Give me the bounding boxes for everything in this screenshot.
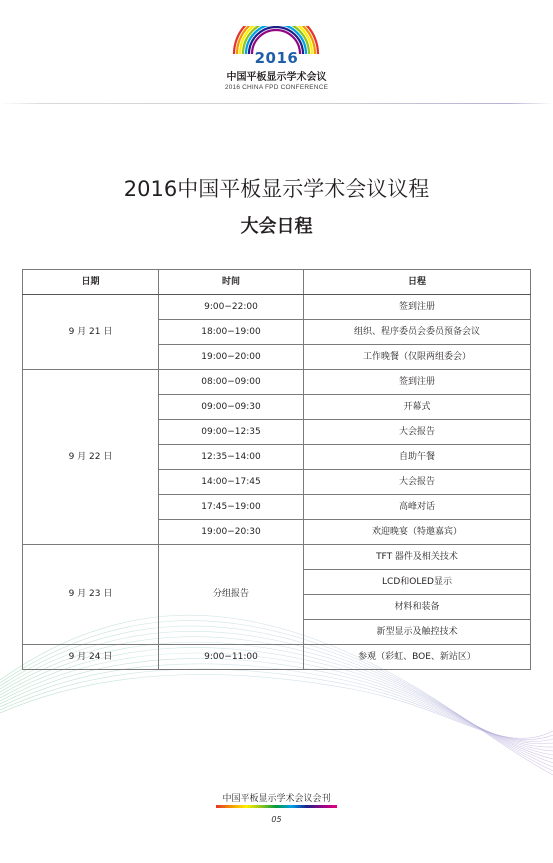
event-cell: 签到注册 <box>304 370 531 395</box>
time-cell: 08:00−09:00 <box>159 370 304 395</box>
table-row <box>23 545 531 570</box>
time-cell: 9:00−22:00 <box>159 295 304 320</box>
time-cell: 19:00−20:00 <box>159 345 304 370</box>
event-cell: 开幕式 <box>304 395 531 420</box>
event-cell: 参观（彩虹、BOE、新站区） <box>304 645 531 670</box>
date-cell: 9 月 24 日 <box>23 645 159 670</box>
agenda-table <box>22 269 531 670</box>
column-header-schedule: 日程 <box>304 270 531 295</box>
event-cell: TFT 器件及相关技术 <box>304 545 531 570</box>
time-cell: 09:00−12:35 <box>159 420 304 445</box>
footer-rainbow-bar <box>216 805 337 808</box>
event-cell: 高峰对话 <box>304 495 531 520</box>
page-header <box>0 0 553 110</box>
time-cell: 17:45−19:00 <box>159 495 304 520</box>
logo-title-cn: 中国平板显示学术会议 <box>226 72 327 83</box>
table-header-row <box>23 270 531 295</box>
logo-title-en: 2016 CHINA FPD CONFERENCE <box>224 84 329 91</box>
column-header-time: 时间 <box>159 270 304 295</box>
footer-publication-title: 中国平板显示学术会议会刊 <box>222 794 331 804</box>
event-cell: 大会报告 <box>304 470 531 495</box>
time-cell: 19:00−20:30 <box>159 520 304 545</box>
page-subtitle: 大会日程 <box>240 216 313 237</box>
table-row <box>23 370 531 395</box>
time-cell: 09:00−09:30 <box>159 395 304 420</box>
event-cell: 自助午餐 <box>304 445 531 470</box>
date-cell: 9 月 23 日 <box>23 545 159 645</box>
header-divider <box>0 103 553 104</box>
table-row <box>23 295 531 320</box>
date-cell: 9 月 22 日 <box>23 370 159 545</box>
logo-year: 2016 <box>254 49 299 67</box>
time-cell: 分组报告 <box>159 545 304 645</box>
event-cell: 欢迎晚宴（特邀嘉宾） <box>304 520 531 545</box>
event-cell: 大会报告 <box>304 420 531 445</box>
event-cell: LCD和OLED显示 <box>304 570 531 595</box>
page-title: 2016中国平板显示学术会议议程 <box>123 177 430 201</box>
event-cell: 新型显示及触控技术 <box>304 620 531 645</box>
time-cell: 12:35−14:00 <box>159 445 304 470</box>
date-cell: 9 月 21 日 <box>23 295 159 370</box>
event-cell: 签到注册 <box>304 295 531 320</box>
time-cell: 18:00−19:00 <box>159 320 304 345</box>
event-cell: 组织、程序委员会委员预备会议 <box>304 320 531 345</box>
time-cell: 9:00−11:00 <box>159 645 304 670</box>
column-header-date: 日期 <box>23 270 159 295</box>
event-cell: 工作晚餐（仅限两组委会） <box>304 345 531 370</box>
time-cell: 14:00−17:45 <box>159 470 304 495</box>
event-cell: 材料和装备 <box>304 595 531 620</box>
page-number: 05 <box>271 815 282 824</box>
table-row <box>23 645 531 670</box>
